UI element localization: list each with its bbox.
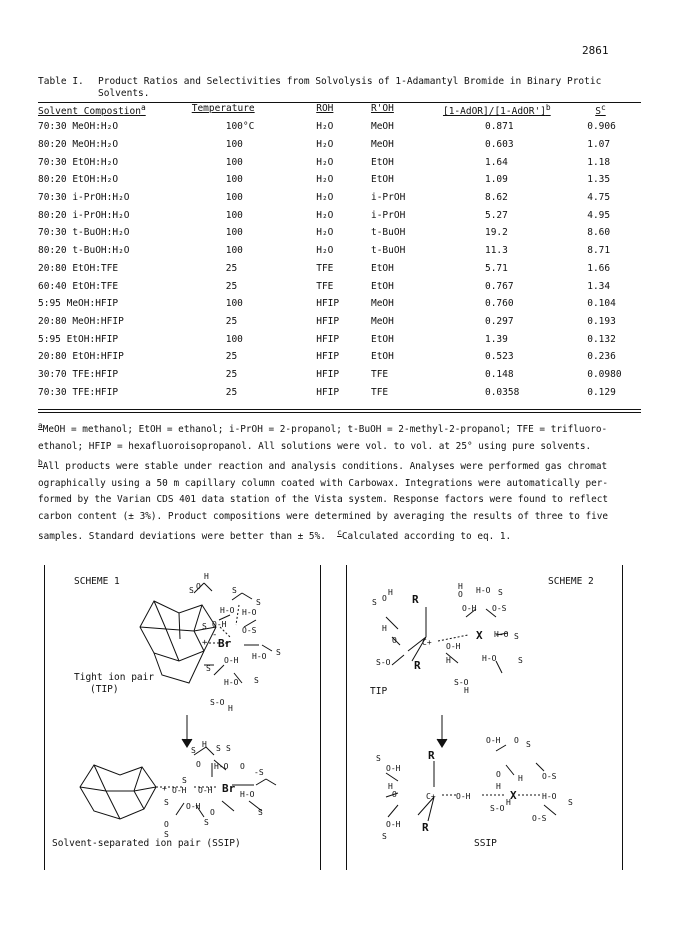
cell-r1oh: EtOH: [370, 280, 394, 292]
cell-temperature: 100: [225, 174, 243, 186]
svg-text:O: O: [392, 790, 397, 799]
svg-text:H: H: [228, 704, 233, 713]
cell-r1oh: t-BuOH: [370, 245, 406, 257]
svg-text:H-O: H-O: [542, 792, 557, 801]
svg-text:S: S: [498, 588, 503, 597]
table-row: [38, 206, 641, 224]
cell-selectivity: 8.60: [587, 227, 611, 239]
svg-text:H-O: H-O: [252, 652, 267, 661]
svg-text:O-H: O-H: [212, 620, 227, 629]
svg-text:H: H: [204, 572, 209, 581]
cell-roh: H₂O: [316, 174, 334, 186]
cell-selectivity: 0.0980: [587, 368, 622, 380]
svg-text:S: S: [232, 586, 237, 595]
svg-text:S: S: [256, 598, 261, 607]
results-table: [38, 103, 641, 401]
svg-text:O: O: [196, 582, 201, 591]
cell-selectivity: 0.132: [587, 333, 616, 345]
svg-text:H-O: H-O: [482, 654, 497, 663]
svg-text:O-H: O-H: [446, 642, 461, 651]
cell-temperature: 100: [225, 192, 243, 204]
cell-selectivity: 1.34: [587, 280, 611, 292]
svg-text:S: S: [164, 798, 169, 807]
table-title-cont: Solvents.: [98, 88, 150, 99]
adamantane-cage-ssip: [80, 765, 156, 819]
cell-selectivity: 4.95: [587, 209, 611, 221]
cell-roh: HFIP: [316, 386, 340, 398]
cell-solvent: 70:30 i-PrOH:H₂O: [38, 192, 130, 204]
scheme1-right-border: [320, 565, 321, 870]
cell-selectivity: 0.129: [587, 386, 616, 398]
svg-text:S: S: [258, 808, 263, 817]
footnotes: [38, 418, 650, 546]
cell-roh: TFE: [316, 262, 334, 274]
svg-text:O-H: O-H: [224, 656, 239, 665]
scheme2-tip-label: TIP: [370, 686, 388, 697]
table-row: [38, 313, 641, 331]
table-row: [38, 153, 641, 171]
cell-r1oh: TFE: [370, 368, 389, 380]
cell-r1oh: EtOH: [370, 351, 394, 363]
table-row: [38, 277, 641, 295]
footnote-b-cont1: ographically using a 50 m capillary column coated with Carbowax. Integrations were automatically per-: [38, 477, 609, 489]
svg-text:S: S: [226, 744, 231, 753]
cell-ratio: 5.27: [484, 209, 508, 221]
scheme2-ssip-label: SSIP: [474, 838, 497, 849]
svg-text:S: S: [526, 740, 531, 749]
cell-temperature: 25: [225, 351, 238, 363]
cell-ratio: 0.0358: [484, 386, 520, 398]
scheme1-ssip-label: Solvent-separated ion pair (SSIP): [52, 838, 241, 849]
scheme1-tip-abbr: (TIP): [90, 684, 119, 695]
cell-ratio: 0.871: [484, 121, 514, 133]
header-r1oh: R'OH: [370, 103, 394, 114]
r-group-top-ssip: R: [428, 749, 435, 762]
cell-solvent: 70:30 t-BuOH:H₂O: [38, 227, 130, 239]
cell-ratio: 5.71: [484, 262, 508, 274]
table-bottom-rule: [38, 409, 641, 410]
header-temperature: Temperature: [191, 103, 255, 114]
cell-solvent: 20:80 EtOH:TFE: [38, 262, 119, 274]
svg-text:O-H: O-H: [198, 786, 213, 795]
header-solvent: Solvent Compostion$^a$: [38, 103, 146, 118]
cell-roh: H₂O: [316, 209, 334, 221]
cell-temperature: 100: [225, 156, 243, 168]
svg-text:+: +: [162, 784, 167, 793]
svg-text:O: O: [196, 760, 201, 769]
svg-text:S: S: [189, 586, 194, 595]
svg-text:S: S: [182, 776, 187, 785]
cell-temperature: 25: [225, 315, 238, 327]
footnote-b-cont4: samples. Standard deviations were better than ± 5%. $^c$Calculated according to eq. 1.: [38, 528, 512, 543]
cell-solvent: 80:20 i-PrOH:H₂O: [38, 209, 130, 221]
svg-text:H: H: [202, 740, 207, 749]
cell-temperature: 100°C: [225, 121, 255, 133]
svg-text:S: S: [568, 798, 573, 807]
cell-solvent: 80:20 MeOH:H₂O: [38, 139, 119, 151]
cell-roh: H₂O: [316, 227, 334, 239]
cell-ratio: 0.767: [484, 280, 514, 292]
svg-text:S: S: [254, 676, 259, 685]
cell-ratio: 19.2: [484, 227, 508, 239]
table-row: [38, 348, 641, 366]
table-title: Product Ratios and Selectivities from Solvolysis of 1-Adamantyl Bromide in Binary Protic: [98, 76, 602, 87]
cell-roh: TFE: [316, 280, 334, 292]
footnote-a: $^a$MeOH = methanol; EtOH = ethanol; i-PrOH = 2-propanol; t-BuOH = 2-methyl-2-propanol; TFE = trifluoro-: [38, 421, 608, 436]
cell-r1oh: EtOH: [370, 333, 394, 345]
r-group-bottom-tip: R: [414, 659, 421, 672]
cell-temperature: 25: [225, 386, 238, 398]
svg-text:O-H: O-H: [386, 820, 401, 829]
cell-temperature: 100: [225, 139, 243, 151]
cell-selectivity: 4.75: [587, 192, 611, 204]
svg-text:S: S: [164, 830, 169, 839]
svg-text:S: S: [204, 818, 209, 827]
cell-selectivity: 0.906: [587, 121, 616, 133]
cell-temperature: 25: [225, 280, 238, 292]
cell-roh: H₂O: [316, 139, 334, 151]
cell-r1oh: TFE: [370, 386, 389, 398]
svg-text:H-O: H-O: [220, 606, 235, 615]
scheme2-diagram: [346, 565, 622, 870]
svg-text:H: H: [496, 782, 501, 791]
table-row: [38, 171, 641, 189]
cell-solvent: 70:30 MeOH:H₂O: [38, 121, 119, 133]
cell-r1oh: EtOH: [370, 174, 394, 186]
cell-ratio: 0.148: [484, 368, 514, 380]
page-number: 2861: [582, 44, 609, 57]
cell-roh: HFIP: [316, 315, 340, 327]
bromide-label-tip: Br: [218, 637, 232, 650]
footnote-b: $^b$All products were stable under reaction and analysis conditions. Analyses were performed gas chromat: [38, 458, 608, 473]
svg-text:S: S: [518, 656, 523, 665]
svg-text:S: S: [216, 744, 221, 753]
table-caption: [38, 76, 638, 100]
cell-ratio: 11.3: [484, 245, 508, 257]
svg-text:O: O: [392, 636, 397, 645]
x-anion-label-ssip: X: [510, 789, 517, 802]
cell-roh: HFIP: [316, 298, 340, 310]
cell-selectivity: 1.66: [587, 262, 611, 274]
footnote-b-cont3: carbon content (± 3%). Product compositions were determined by averaging the results of three to five: [38, 510, 609, 522]
svg-text:O: O: [240, 762, 245, 771]
table-row: [38, 330, 641, 348]
svg-text:S-O: S-O: [376, 658, 391, 667]
svg-text:O: O: [496, 770, 501, 779]
bromide-label-ssip: Br: [222, 782, 236, 795]
svg-text:O-H: O-H: [462, 604, 477, 613]
cell-roh: H₂O: [316, 245, 334, 257]
table-row: [38, 366, 641, 384]
table-row: [38, 189, 641, 207]
scheme1-diagram: [44, 565, 320, 870]
svg-text:H-O: H-O: [214, 762, 229, 771]
carbocation-label-tip: C+: [422, 638, 432, 647]
svg-text:S: S: [372, 598, 377, 607]
svg-text:O: O: [458, 590, 463, 599]
table-row: [38, 295, 641, 313]
cell-temperature: 25: [225, 262, 238, 274]
svg-text:O-H: O-H: [386, 764, 401, 773]
svg-text:O: O: [514, 736, 519, 745]
x-anion-label-tip: X: [476, 629, 483, 642]
cell-r1oh: MeOH: [370, 121, 394, 133]
svg-text:S: S: [514, 632, 519, 641]
svg-text:O-S: O-S: [532, 814, 547, 823]
svg-text:H: H: [446, 656, 451, 665]
cell-roh: HFIP: [316, 368, 340, 380]
cell-r1oh: MeOH: [370, 298, 394, 310]
cell-solvent: 60:40 EtOH:TFE: [38, 280, 119, 292]
cell-selectivity: 8.71: [587, 245, 611, 257]
cell-solvent: 5:95 EtOH:HFIP: [38, 333, 119, 345]
svg-text:S: S: [276, 648, 281, 657]
svg-text:H: H: [388, 782, 393, 791]
svg-text:O-H: O-H: [186, 802, 201, 811]
cell-r1oh: EtOH: [370, 262, 394, 274]
svg-text:S: S: [206, 664, 211, 673]
table-row: [38, 224, 641, 242]
cell-r1oh: EtOH: [370, 156, 394, 168]
cell-ratio: 0.297: [484, 315, 514, 327]
footnote-b-cont2: formed by the Varian CDS 401 data station of the Vista system. Response factors were found to reflect: [38, 494, 609, 506]
cell-solvent: 80:20 t-BuOH:H₂O: [38, 245, 130, 257]
footnote-a-cont: ethanol; HFIP = hexafluoroisopropanol. All solutions were vol. to vol. at 25° using pure solvents.: [38, 440, 592, 452]
cell-roh: H₂O: [316, 121, 334, 133]
cell-ratio: 0.760: [484, 298, 514, 310]
cell-selectivity: 0.193: [587, 315, 616, 327]
cell-ratio: 8.62: [484, 192, 508, 204]
svg-text:H: H: [506, 798, 511, 807]
cell-solvent: 80:20 EtOH:H₂O: [38, 174, 119, 186]
cell-solvent: 70:30 TFE:HFIP: [38, 386, 119, 398]
svg-text:O-H: O-H: [486, 736, 501, 745]
svg-text:O-H: O-H: [172, 786, 187, 795]
svg-text:H-O: H-O: [224, 678, 239, 687]
cell-solvent: 20:80 MeOH:HFIP: [38, 315, 124, 327]
svg-text:O: O: [164, 820, 169, 829]
cell-solvent: 30:70 TFE:HFIP: [38, 368, 119, 380]
cell-r1oh: MeOH: [370, 315, 394, 327]
cell-selectivity: 1.07: [587, 139, 611, 151]
carbocation-label-ssip: C+: [426, 792, 436, 801]
svg-text:H: H: [458, 582, 463, 591]
svg-text:H-O: H-O: [476, 586, 491, 595]
svg-text:H-O: H-O: [240, 790, 255, 799]
svg-text:S-O: S-O: [210, 698, 225, 707]
cell-selectivity: 0.104: [587, 298, 616, 310]
cell-ratio: 1.64: [484, 156, 508, 168]
table-row: [38, 260, 641, 278]
svg-text:O-S: O-S: [542, 772, 557, 781]
svg-text:H: H: [464, 686, 469, 695]
cell-ratio: 0.603: [484, 139, 514, 151]
svg-text:S-O: S-O: [490, 804, 505, 813]
r-group-top-tip: R: [412, 593, 419, 606]
table-label: Table I.: [38, 76, 84, 87]
scheme2-title: SCHEME 2: [548, 576, 594, 587]
cell-r1oh: i-PrOH: [370, 209, 406, 221]
anion-charge-tip: -: [212, 630, 218, 640]
svg-text:S-O: S-O: [454, 678, 469, 687]
r-group-bottom-ssip: R: [422, 821, 429, 834]
scheme1-tip-label: Tight ion pair: [74, 672, 155, 683]
cell-temperature: 100: [225, 245, 243, 257]
table-bottom-rule-2: [38, 412, 641, 413]
cell-selectivity: 1.18: [587, 156, 611, 168]
table-row: [38, 118, 641, 136]
cell-temperature: 25: [225, 368, 238, 380]
svg-text:S: S: [376, 754, 381, 763]
cell-solvent: 20:80 EtOH:HFIP: [38, 351, 124, 363]
svg-text:O: O: [382, 594, 387, 603]
svg-text:H-O: H-O: [494, 630, 509, 639]
cell-roh: HFIP: [316, 333, 340, 345]
svg-text:H: H: [518, 774, 523, 783]
cell-selectivity: 0.236: [587, 351, 616, 363]
svg-text:S: S: [202, 622, 207, 631]
cation-charge-tip: +: [202, 638, 208, 648]
svg-text:S: S: [191, 746, 196, 755]
cell-ratio: 1.09: [484, 174, 508, 186]
cell-temperature: 100: [225, 333, 243, 345]
cell-selectivity: 1.35: [587, 174, 611, 186]
cell-temperature: 100: [225, 298, 243, 310]
svg-text:O-H: O-H: [456, 792, 471, 801]
cell-r1oh: i-PrOH: [370, 192, 406, 204]
svg-text:H-O: H-O: [242, 608, 257, 617]
scheme1-title: SCHEME 1: [74, 576, 120, 587]
cell-temperature: 100: [225, 209, 243, 221]
cell-ratio: 1.39: [484, 333, 508, 345]
svg-text:H: H: [382, 624, 387, 633]
cell-roh: HFIP: [316, 351, 340, 363]
svg-text:O-S: O-S: [492, 604, 507, 613]
cell-ratio: 0.523: [484, 351, 514, 363]
svg-text:H: H: [388, 588, 393, 597]
table-header-row: [38, 103, 641, 118]
svg-text:-S: -S: [254, 768, 264, 777]
cell-solvent: 70:30 EtOH:H₂O: [38, 156, 119, 168]
cell-r1oh: t-BuOH: [370, 227, 406, 239]
header-ratio: [1-AdOR]/[1-AdOR']$^b$: [442, 103, 551, 118]
header-selectivity: $S^c$: [595, 103, 606, 118]
scheme2-right-border: [622, 565, 623, 870]
header-roh: ROH: [316, 103, 334, 114]
table-row: [38, 242, 641, 260]
cell-roh: H₂O: [316, 192, 334, 204]
svg-text:S: S: [382, 832, 387, 841]
cell-solvent: 5:95 MeOH:HFIP: [38, 298, 119, 310]
svg-text:O: O: [210, 808, 215, 817]
table-row: [38, 383, 641, 401]
table-row: [38, 136, 641, 154]
cell-r1oh: MeOH: [370, 139, 394, 151]
cell-roh: H₂O: [316, 156, 334, 168]
cell-temperature: 100: [225, 227, 243, 239]
svg-text:O-S: O-S: [242, 626, 257, 635]
